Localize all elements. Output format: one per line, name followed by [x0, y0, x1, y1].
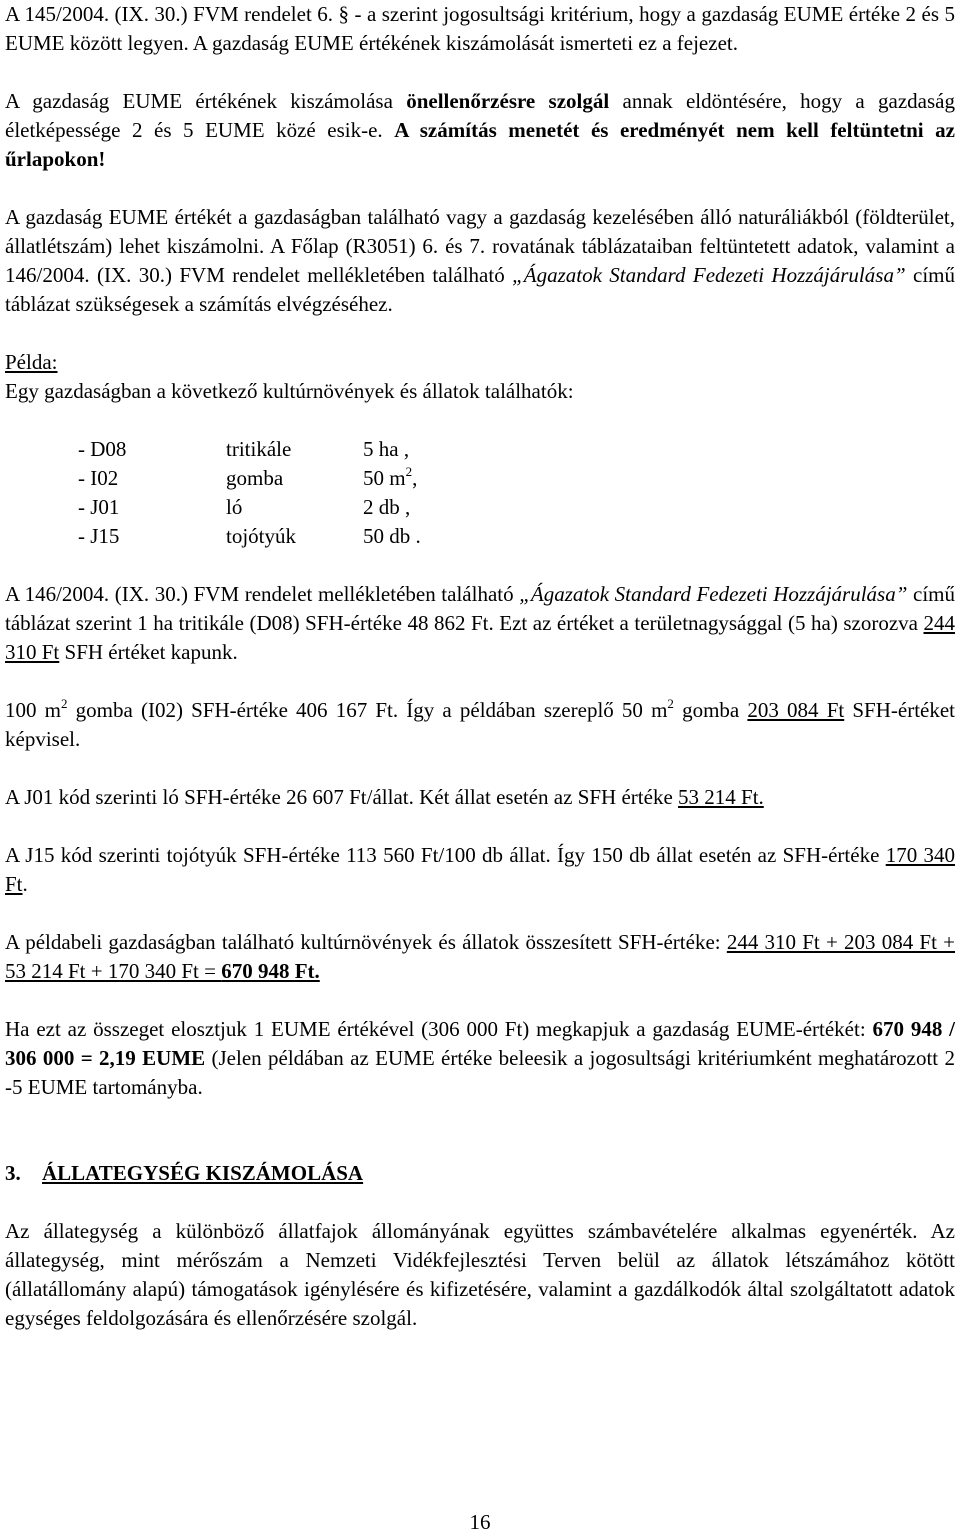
text: A J15 kód szerinti tojótyúk SFH-értéke 113 560 Ft/100 db állat. Így 150 db állat esetén az SFH-értéke [5, 843, 886, 867]
italic-text: „Ágazatok Standard Fedezeti Hozzájárulása” [512, 263, 906, 287]
qty-value: 5 ha [363, 437, 399, 461]
qty-end: , [399, 495, 411, 519]
example-label [5, 348, 955, 377]
paragraph-total-sfh [5, 928, 955, 986]
underlined-text: 53 214 Ft. [678, 785, 764, 809]
text: A J01 kód szerinti ló SFH-értéke 26 607 Ft/állat. Két állat esetén az SFH értéke [5, 785, 679, 809]
item-code: - J15 [78, 524, 120, 548]
item-name: ló [226, 495, 243, 519]
superscript: 2 [61, 696, 68, 711]
bold-text: A számítás menetét és eredményét nem kell feltüntetni az űrlapokon! [5, 118, 955, 171]
text: Egy gazdaságban a következő kultúrnövények és állatok találhatók: [5, 379, 574, 403]
item-code: - J01 [78, 495, 120, 519]
example-intro [5, 377, 955, 406]
bold-text: 670 948 / 306 000 = 2,19 EUME [5, 1017, 955, 1070]
text: című táblázat szerint 1 ha tritikále (D08) SFH-értéke 48 862 Ft. Ezt az értéket a területnagysággal (5 ha) szorozva [5, 582, 955, 635]
text: gomba (I02) SFH-értéke 406 167 Ft. Így a példában szereplő 50 m [67, 698, 668, 722]
section-number: 3. [5, 1161, 21, 1185]
paragraph-tritikale [5, 580, 955, 667]
text: annak eldöntésére, hogy a gazdaság életképessége 2 és 5 EUME közé esik-e. [5, 89, 955, 142]
list-item [78, 493, 955, 522]
section-heading [5, 1159, 955, 1188]
text: gomba [673, 698, 748, 722]
item-code: - D08 [78, 437, 127, 461]
item-name: tojótyúk [226, 524, 297, 548]
list-item [78, 435, 955, 464]
paragraph-calculation-basis [5, 203, 955, 319]
italic-text: „Ágazatok Standard Fedezeti Hozzájárulása” [519, 582, 908, 606]
section-title: ÁLLATEGYSÉG KISZÁMOLÁSA [42, 1161, 364, 1185]
text: A gazdaság EUME értékét a gazdaságban található vagy a gazdaság kezelésében álló naturáliákból (földterület, állatlétszám) lehet kiszámolni. A Főlap (R3051) 6. és 7. rovatának táblázataiban feltüntetett adatok, valamint a 146/2004. (IX. 30.) FVM rendelet mellékletében található [5, 205, 955, 287]
text: A példabeli gazdaságban található kultúrnövények és állatok összesített SFH-értéke: [5, 930, 727, 954]
underlined-text: 203 084 Ft [747, 698, 845, 722]
text: A gazdaság EUME értékének kiszámolása [5, 89, 407, 113]
text: című táblázat szükségesek a számítás elvégzéséhez. [5, 263, 955, 316]
qty-value: 50 m [363, 466, 406, 490]
page-number: 16 [469, 1510, 491, 1534]
item-quantity [363, 522, 483, 551]
document-page [5, 0, 955, 1333]
text: . [22, 872, 28, 896]
item-quantity [363, 493, 483, 522]
paragraph-allategyseg [5, 1217, 955, 1333]
item-name: gomba [226, 466, 284, 490]
item-quantity [363, 435, 483, 464]
superscript: 2 [667, 696, 674, 711]
paragraph-self-check [5, 87, 955, 174]
item-name: tritikále [226, 437, 292, 461]
list-item [78, 464, 955, 493]
text: 100 m [5, 698, 61, 722]
underlined-text: Példa: [5, 350, 58, 374]
qty-value: 2 db [363, 495, 400, 519]
text: A 145/2004. (IX. 30.) FVM rendelet 6. § - a szerint jogosultsági kritérium, hogy a gazdaság EUME értéke 2 és 5 EUME között legyen. A gazdaság EUME értékének kiszámolását ismerteti ez a fejezet. [5, 2, 955, 55]
example-list [78, 435, 955, 551]
qty-value: 50 db [363, 524, 411, 548]
qty-end: . [410, 524, 421, 548]
paragraph-eligibility [5, 0, 955, 58]
underlined-text: 244 310 Ft + 203 084 Ft + 53 214 Ft + 170 340 Ft = [5, 930, 955, 983]
text: Ha ezt az összeget elosztjuk 1 EUME értékével (306 000 Ft) megkapjuk a gazdaság EUME-értékét: [5, 1017, 873, 1041]
text: Az állategység a különböző állatfajok állományának együttes számbavételére alkalmas egyenérték. Az állategység, mint mérőszám a Nemzeti Vidékfejlesztési Terven belül az állatok létszámához kötött (állatállomány alapú) támogatások igénylésére és kifizetésére, valamint a gazdálkodók által szolgáltatott adatok egységes feldolgozására és ellenőrzésére szolgál. [5, 1219, 955, 1330]
bold-text: önellenőrzésre szolgál [406, 89, 610, 113]
qty-end: , [398, 437, 410, 461]
item-code: - I02 [78, 466, 119, 490]
qty-end: , [412, 466, 418, 490]
paragraph-lo [5, 783, 955, 812]
superscript: 2 [405, 464, 413, 479]
text: A 146/2004. (IX. 30.) FVM rendelet mellékletében található [5, 582, 520, 606]
item-quantity [363, 464, 483, 493]
underlined-text: 244 310 Ft [5, 611, 955, 664]
underlined-text: 170 340 Ft [5, 843, 956, 896]
text: (Jelen példában az EUME értéke beleesik a jogosultsági kritériumként meghatározott 2 -5 EUME tartományba. [5, 1046, 956, 1099]
text: SFH-értéket képvisel. [5, 698, 956, 751]
bold-underlined-text: 670 948 Ft. [221, 959, 320, 983]
text: SFH értéket kapunk. [59, 640, 238, 664]
paragraph-gomba [5, 696, 955, 754]
paragraph-tojotyuk [5, 841, 955, 899]
list-item [78, 522, 955, 551]
paragraph-eume-result [5, 1015, 955, 1102]
